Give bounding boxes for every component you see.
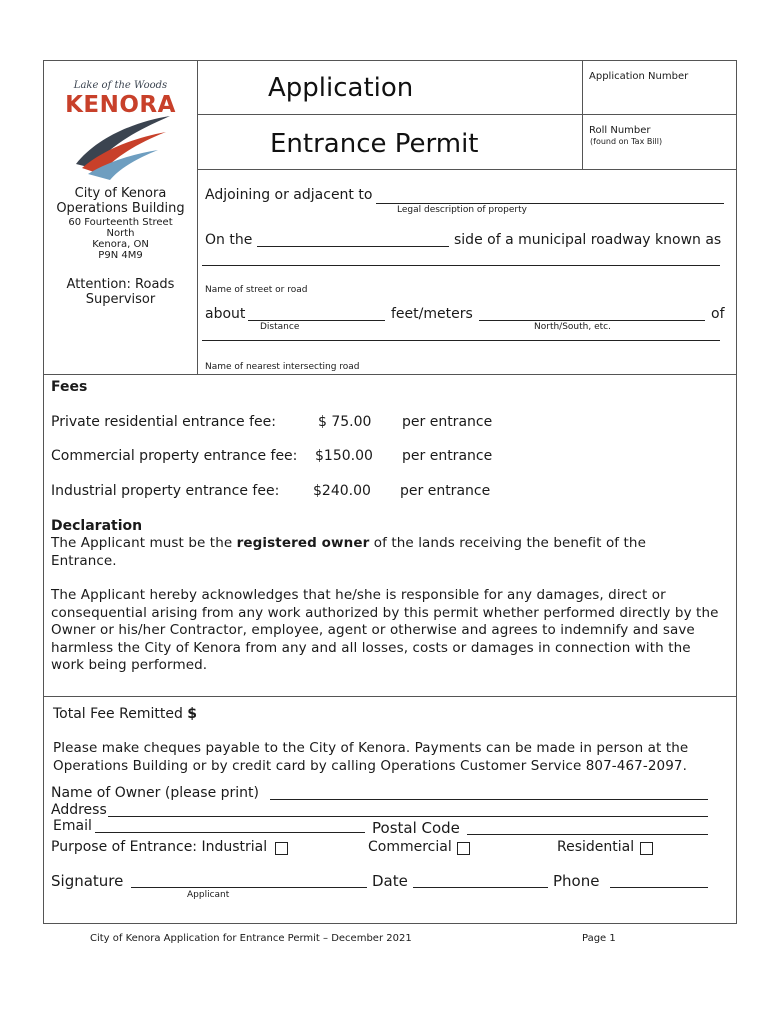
signature-field[interactable] <box>131 887 367 888</box>
owner-field[interactable] <box>270 799 708 800</box>
cheque-line-1: Please make cheques payable to the City of Kenora. Payments can be made in person at the <box>53 740 689 756</box>
commercial-label: Commercial <box>368 839 452 855</box>
about-label: about <box>205 306 246 322</box>
kenora-logo <box>58 76 183 184</box>
declaration-paragraph-1 <box>51 535 646 570</box>
application-number-label: Application Number <box>589 71 689 82</box>
declaration-p2-line: work being performed. <box>51 657 208 673</box>
intersecting-road-field[interactable] <box>202 340 720 341</box>
total-fee-text: Total Fee Remitted <box>53 706 183 722</box>
industrial-checkbox[interactable] <box>275 842 288 855</box>
address-block <box>44 186 197 307</box>
address-line-6: P9N 4M9 <box>98 250 143 261</box>
fee-row-amount: $240.00 <box>313 483 371 499</box>
roll-number-label: Roll Number <box>589 125 651 136</box>
header-divider-vertical <box>197 60 198 374</box>
residential-checkbox[interactable] <box>640 842 653 855</box>
address-label: Address <box>51 802 107 818</box>
direction-caption: North/South, etc. <box>534 322 611 332</box>
attention-line-2: Supervisor <box>85 292 156 307</box>
side-label: side of a municipal roadway known as <box>454 232 722 248</box>
declaration-p2-line: harmless the City of Kenora from any and all losses, costs or damages in connection with the <box>51 639 691 656</box>
fee-row-amount: $150.00 <box>315 448 373 464</box>
declaration-p2-line: The Applicant hereby acknowledges that he/she is responsible for any damages, direct or <box>51 587 666 603</box>
logo-tagline: Lake of the Woods <box>73 80 168 91</box>
email-field[interactable] <box>95 832 365 833</box>
date-field[interactable] <box>413 887 548 888</box>
direction-field[interactable] <box>479 320 705 321</box>
total-fee-dollar: $ <box>187 706 198 722</box>
legal-description-field[interactable] <box>376 203 724 204</box>
roll-number-note: (found on Tax Bill) <box>590 137 663 146</box>
phone-label: Phone <box>553 872 600 890</box>
declaration-p1-pre: The Applicant must be the <box>51 535 237 551</box>
header-bottom-divider <box>197 169 737 170</box>
postal-code-field[interactable] <box>467 834 708 835</box>
purpose-label: Purpose of Entrance: Industrial <box>51 839 268 855</box>
street-name-field[interactable] <box>202 265 720 266</box>
attention-line-1: Attention: Roads <box>66 277 175 292</box>
fee-row-unit: per entrance <box>402 414 493 430</box>
total-fee-label <box>53 706 197 722</box>
number-column-divider <box>582 60 583 170</box>
header-mid-divider <box>197 114 737 115</box>
declaration-p2-line: consequential arising from any work authorized by this permit whether performed directly by the <box>51 604 719 621</box>
fee-row-unit: per entrance <box>400 483 491 499</box>
declaration-paragraph-2 <box>51 587 719 675</box>
address-line-3: 60 Fourteenth Street <box>68 217 173 228</box>
email-label: Email <box>53 818 92 834</box>
form-title: Application <box>268 73 414 103</box>
declaration-bottom-divider <box>43 696 737 697</box>
form-subtitle: Entrance Permit <box>270 129 479 159</box>
declaration-heading: Declaration <box>51 518 143 534</box>
declaration-p1-post: of the lands receiving the benefit of the <box>369 535 646 551</box>
street-caption: Name of street or road <box>205 285 308 295</box>
declaration-p1-bold: registered owner <box>236 535 370 551</box>
address-line-5: Kenora, ON <box>92 239 149 250</box>
declaration-p1-line2: Entrance. <box>51 552 117 569</box>
intersecting-caption: Name of nearest intersecting road <box>205 362 360 372</box>
fee-row-amount: $ 75.00 <box>318 414 372 430</box>
signature-label: Signature <box>51 872 124 890</box>
fee-row-label: Private residential entrance fee: <box>51 414 276 430</box>
address-field[interactable] <box>108 816 708 817</box>
fee-row-unit: per entrance <box>402 448 493 464</box>
units-label: feet/meters <box>391 306 473 322</box>
cheque-line-2: Operations Building or by credit card by calling Operations Customer Service 807-467-2097. <box>53 757 687 774</box>
fee-row-label: Commercial property entrance fee: <box>51 448 298 464</box>
page-number: Page 1 <box>582 933 616 944</box>
legal-description-caption: Legal description of property <box>397 205 527 215</box>
address-line-2: Operations Building <box>56 201 185 216</box>
address-line-4: North <box>106 228 135 239</box>
residential-label: Residential <box>557 839 635 855</box>
location-bottom-divider <box>43 374 737 375</box>
date-label: Date <box>372 872 408 890</box>
adjoining-label: Adjoining or adjacent to <box>205 187 373 203</box>
distance-caption: Distance <box>260 322 300 332</box>
phone-field[interactable] <box>610 887 708 888</box>
applicant-caption: Applicant <box>187 890 230 900</box>
distance-field[interactable] <box>248 320 385 321</box>
fees-heading: Fees <box>51 379 88 395</box>
declaration-p2-line: Owner or his/her Contractor, employee, agent or otherwise and agrees to indemnify and save <box>51 622 695 638</box>
logo-wordmark: KENORA <box>65 92 176 118</box>
on-the-label: On the <box>205 232 253 248</box>
side-field[interactable] <box>257 246 449 247</box>
owner-label: Name of Owner (please print) <box>51 785 260 801</box>
address-line-1: City of Kenora <box>74 186 167 201</box>
postal-code-label: Postal Code <box>372 819 460 837</box>
cheque-instructions <box>53 740 688 775</box>
of-label: of <box>711 306 725 322</box>
fee-row-label: Industrial property entrance fee: <box>51 483 280 499</box>
footer-text: City of Kenora Application for Entrance Permit – December 2021 <box>90 933 412 944</box>
commercial-checkbox[interactable] <box>457 842 470 855</box>
